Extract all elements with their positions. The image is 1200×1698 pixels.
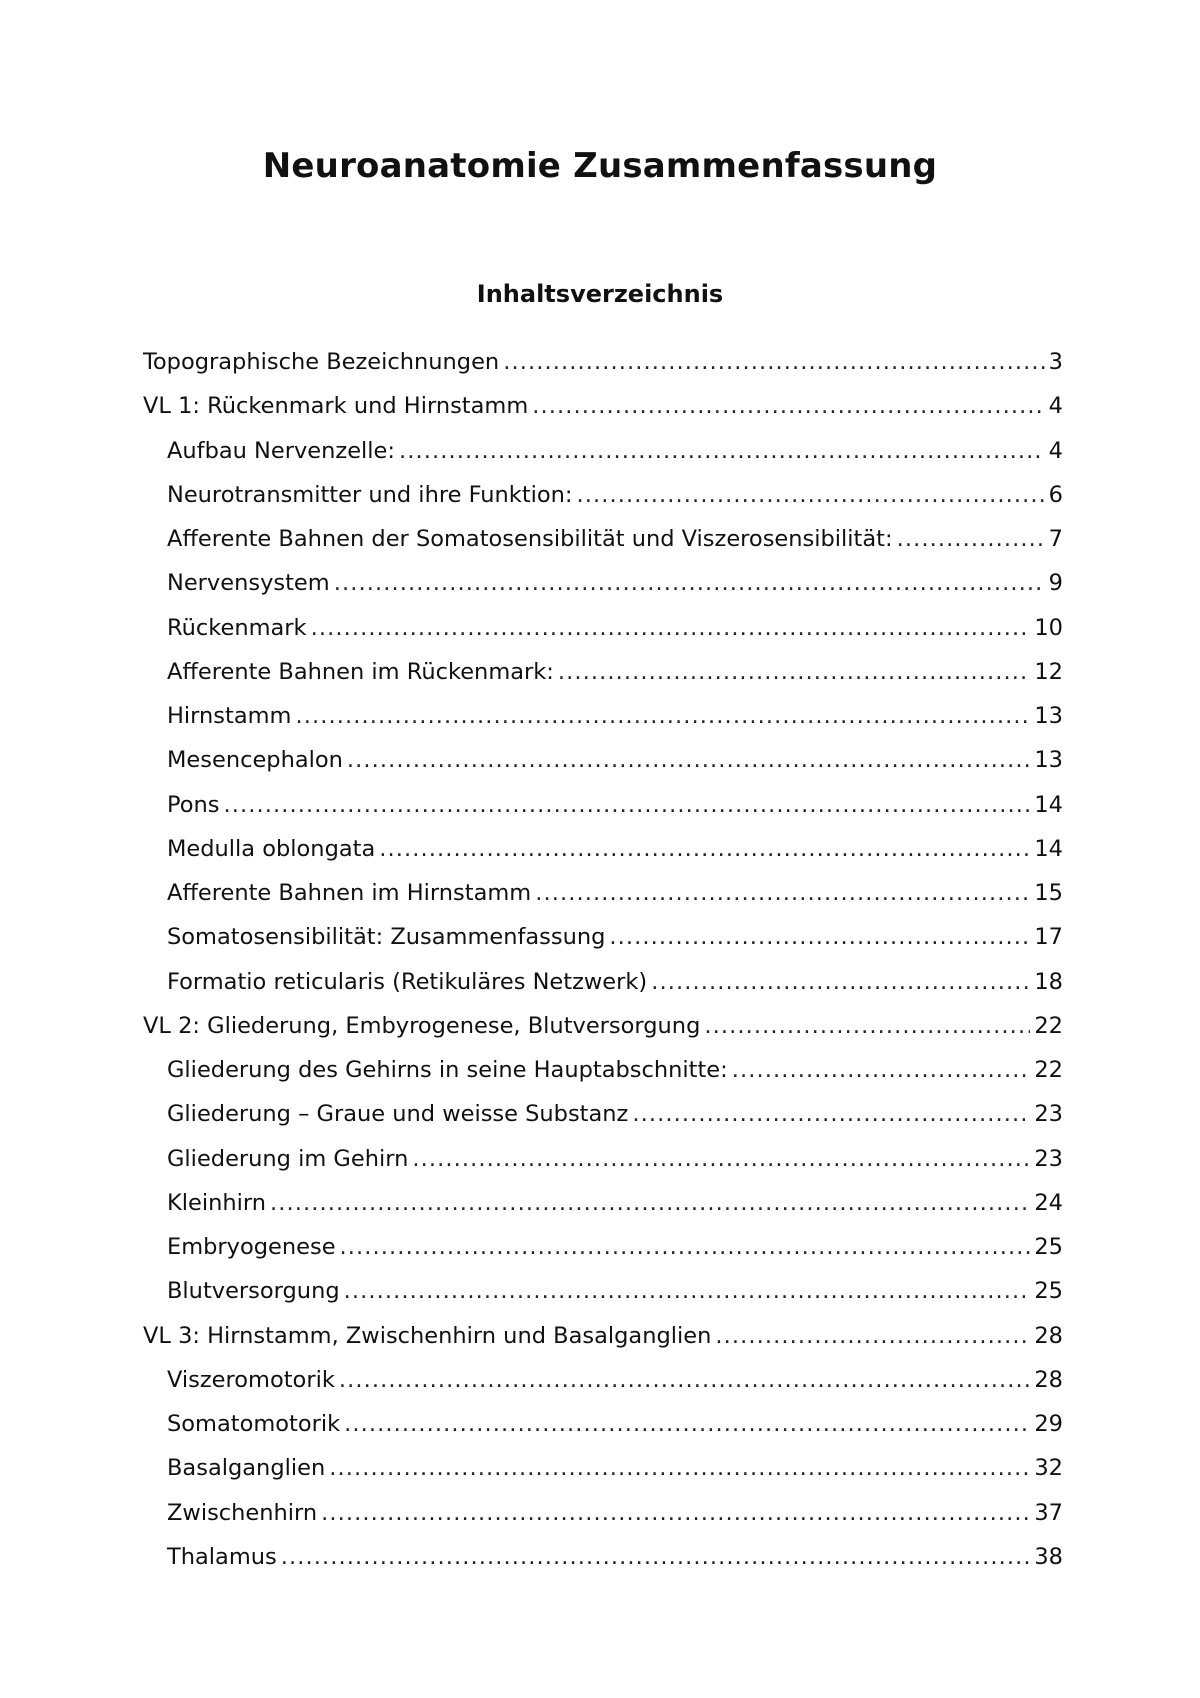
toc-entry-label: Rückenmark	[167, 614, 307, 641]
toc-entry-label: VL 3: Hirnstamm, Zwischenhirn und Basalganglien	[143, 1322, 712, 1349]
toc-entry[interactable]	[143, 1358, 1063, 1402]
toc-entry[interactable]	[143, 561, 1063, 605]
toc-entry-label: Blutversorgung	[167, 1278, 340, 1305]
toc-entry-label: Topographische Bezeichnungen	[143, 349, 500, 375]
toc-entry-page-number: 38	[1034, 1543, 1063, 1570]
toc-dot-leader	[558, 650, 1030, 694]
toc-dot-leader	[329, 1446, 1030, 1490]
toc-entry-page-number: 24	[1034, 1189, 1063, 1216]
toc-entry[interactable]	[143, 1535, 1063, 1579]
toc-dot-leader	[577, 473, 1045, 517]
toc-dot-leader	[651, 960, 1030, 1004]
toc-entry[interactable]	[143, 827, 1063, 871]
toc-dot-leader	[532, 384, 1044, 428]
toc-entry-label: Hirnstamm	[167, 703, 292, 729]
toc-entry-label: Neurotransmitter und ihre Funktion:	[167, 481, 573, 508]
toc-dot-leader	[412, 1137, 1030, 1181]
toc-entry-label: Mesencephalon	[167, 747, 343, 774]
toc-dot-leader	[340, 1225, 1031, 1269]
toc-entry-page-number: 23	[1034, 1101, 1063, 1128]
toc-entry-label: Kleinhirn	[167, 1189, 266, 1216]
toc-entry[interactable]	[143, 517, 1063, 561]
toc-entry-page-number: 23	[1034, 1145, 1063, 1172]
toc-entry-page-number: 18	[1034, 968, 1063, 995]
toc-dot-leader	[347, 738, 1030, 782]
table-of-contents	[143, 340, 1063, 1579]
toc-entry[interactable]	[143, 1048, 1063, 1092]
toc-entry-page-number: 14	[1034, 835, 1063, 862]
toc-entry-page-number: 17	[1034, 924, 1063, 951]
toc-entry[interactable]	[143, 871, 1063, 915]
toc-entry-label: Somatomotorik	[167, 1411, 341, 1437]
toc-entry-page-number: 4	[1048, 393, 1063, 420]
toc-entry[interactable]	[143, 429, 1063, 473]
toc-dot-leader	[270, 1181, 1030, 1225]
toc-dot-leader	[344, 1402, 1030, 1446]
toc-entry-page-number: 3	[1048, 349, 1063, 375]
toc-dot-leader	[897, 517, 1045, 561]
toc-dot-leader	[339, 1358, 1031, 1402]
toc-entry-page-number: 22	[1034, 1012, 1063, 1039]
toc-entry[interactable]	[143, 694, 1063, 738]
toc-entry[interactable]	[143, 1402, 1063, 1446]
toc-entry[interactable]	[143, 960, 1063, 1004]
toc-entry-label: Formatio reticularis (Retikuläres Netzwerk)	[167, 968, 648, 995]
toc-entry-label: Embryogenese	[167, 1234, 336, 1260]
toc-heading: Inhaltsverzeichnis	[476, 280, 724, 308]
toc-entry-label: Zwischenhirn	[167, 1499, 318, 1526]
toc-entry[interactable]	[143, 1225, 1063, 1269]
toc-dot-leader	[379, 827, 1030, 871]
toc-entry[interactable]	[143, 1004, 1063, 1048]
toc-entry[interactable]	[143, 915, 1063, 959]
toc-entry-page-number: 4	[1048, 437, 1063, 464]
toc-entry-label: Thalamus	[167, 1543, 277, 1570]
toc-entry-label: Gliederung – Graue und weisse Substanz	[167, 1101, 629, 1128]
toc-dot-leader	[704, 1004, 1030, 1048]
toc-dot-leader	[732, 1048, 1031, 1092]
toc-entry[interactable]	[143, 606, 1063, 650]
toc-entry-page-number: 6	[1048, 481, 1063, 508]
toc-dot-leader	[334, 561, 1045, 605]
toc-entry[interactable]	[143, 384, 1063, 428]
toc-entry[interactable]	[143, 1314, 1063, 1358]
toc-entry-page-number: 10	[1034, 614, 1063, 641]
toc-dot-leader	[311, 606, 1031, 650]
toc-entry-page-number: 28	[1034, 1366, 1063, 1393]
toc-entry-page-number: 25	[1034, 1234, 1063, 1260]
toc-entry-page-number: 25	[1034, 1278, 1063, 1305]
toc-entry-page-number: 13	[1034, 703, 1063, 729]
toc-entry-page-number: 13	[1034, 747, 1063, 774]
toc-entry[interactable]	[143, 1181, 1063, 1225]
toc-entry[interactable]	[143, 1092, 1063, 1136]
toc-entry-label: Afferente Bahnen im Rückenmark:	[167, 658, 554, 685]
toc-dot-leader	[224, 783, 1031, 827]
toc-dot-leader	[344, 1269, 1031, 1313]
toc-entry-label: Pons	[167, 791, 220, 818]
toc-entry-page-number: 7	[1048, 526, 1063, 552]
toc-entry-page-number: 9	[1048, 570, 1063, 597]
toc-dot-leader	[609, 915, 1030, 959]
toc-entry[interactable]	[143, 340, 1063, 384]
toc-entry-label: Nervensystem	[167, 570, 330, 597]
toc-entry[interactable]	[143, 650, 1063, 694]
toc-dot-leader	[503, 340, 1044, 384]
toc-entry[interactable]	[143, 783, 1063, 827]
toc-entry-label: Aufbau Nervenzelle:	[167, 437, 395, 464]
toc-entry[interactable]	[143, 1269, 1063, 1313]
toc-dot-leader	[321, 1491, 1030, 1535]
toc-entry-page-number: 14	[1034, 791, 1063, 818]
toc-entry[interactable]	[143, 1491, 1063, 1535]
toc-entry-label: VL 1: Rückenmark und Hirnstamm	[143, 393, 529, 420]
document-title: Neuroanatomie Zusammenfassung	[262, 146, 938, 186]
toc-dot-leader	[535, 871, 1030, 915]
toc-entry-label: VL 2: Gliederung, Embyrogenese, Blutversorgung	[143, 1012, 701, 1039]
toc-entry-page-number: 28	[1034, 1322, 1063, 1349]
toc-dot-leader	[399, 429, 1045, 473]
toc-entry-label: Gliederung im Gehirn	[167, 1145, 409, 1172]
toc-entry-page-number: 22	[1034, 1057, 1063, 1083]
toc-entry[interactable]	[143, 1446, 1063, 1490]
toc-entry-label: Afferente Bahnen der Somatosensibilität und Viszerosensibilität:	[167, 526, 893, 552]
toc-entry[interactable]	[143, 473, 1063, 517]
toc-dot-leader	[632, 1092, 1030, 1136]
toc-entry[interactable]	[143, 738, 1063, 782]
toc-entry-label: Somatosensibilität: Zusammenfassung	[167, 924, 606, 951]
toc-entry-page-number: 15	[1034, 880, 1063, 906]
toc-dot-leader	[281, 1535, 1031, 1579]
toc-entry-label: Afferente Bahnen im Hirnstamm	[167, 880, 532, 906]
toc-entry-page-number: 37	[1034, 1499, 1063, 1526]
toc-dot-leader	[715, 1314, 1030, 1358]
toc-dot-leader	[295, 694, 1030, 738]
toc-entry-label: Viszeromotorik	[167, 1366, 335, 1393]
toc-entry-label: Basalganglien	[167, 1455, 326, 1482]
toc-entry-page-number: 32	[1034, 1455, 1063, 1482]
toc-entry-label: Medulla oblongata	[167, 835, 376, 862]
toc-entry[interactable]	[143, 1137, 1063, 1181]
toc-entry-page-number: 12	[1034, 658, 1063, 685]
toc-entry-label: Gliederung des Gehirns in seine Hauptabschnitte:	[167, 1057, 728, 1083]
toc-entry-page-number: 29	[1034, 1411, 1063, 1437]
